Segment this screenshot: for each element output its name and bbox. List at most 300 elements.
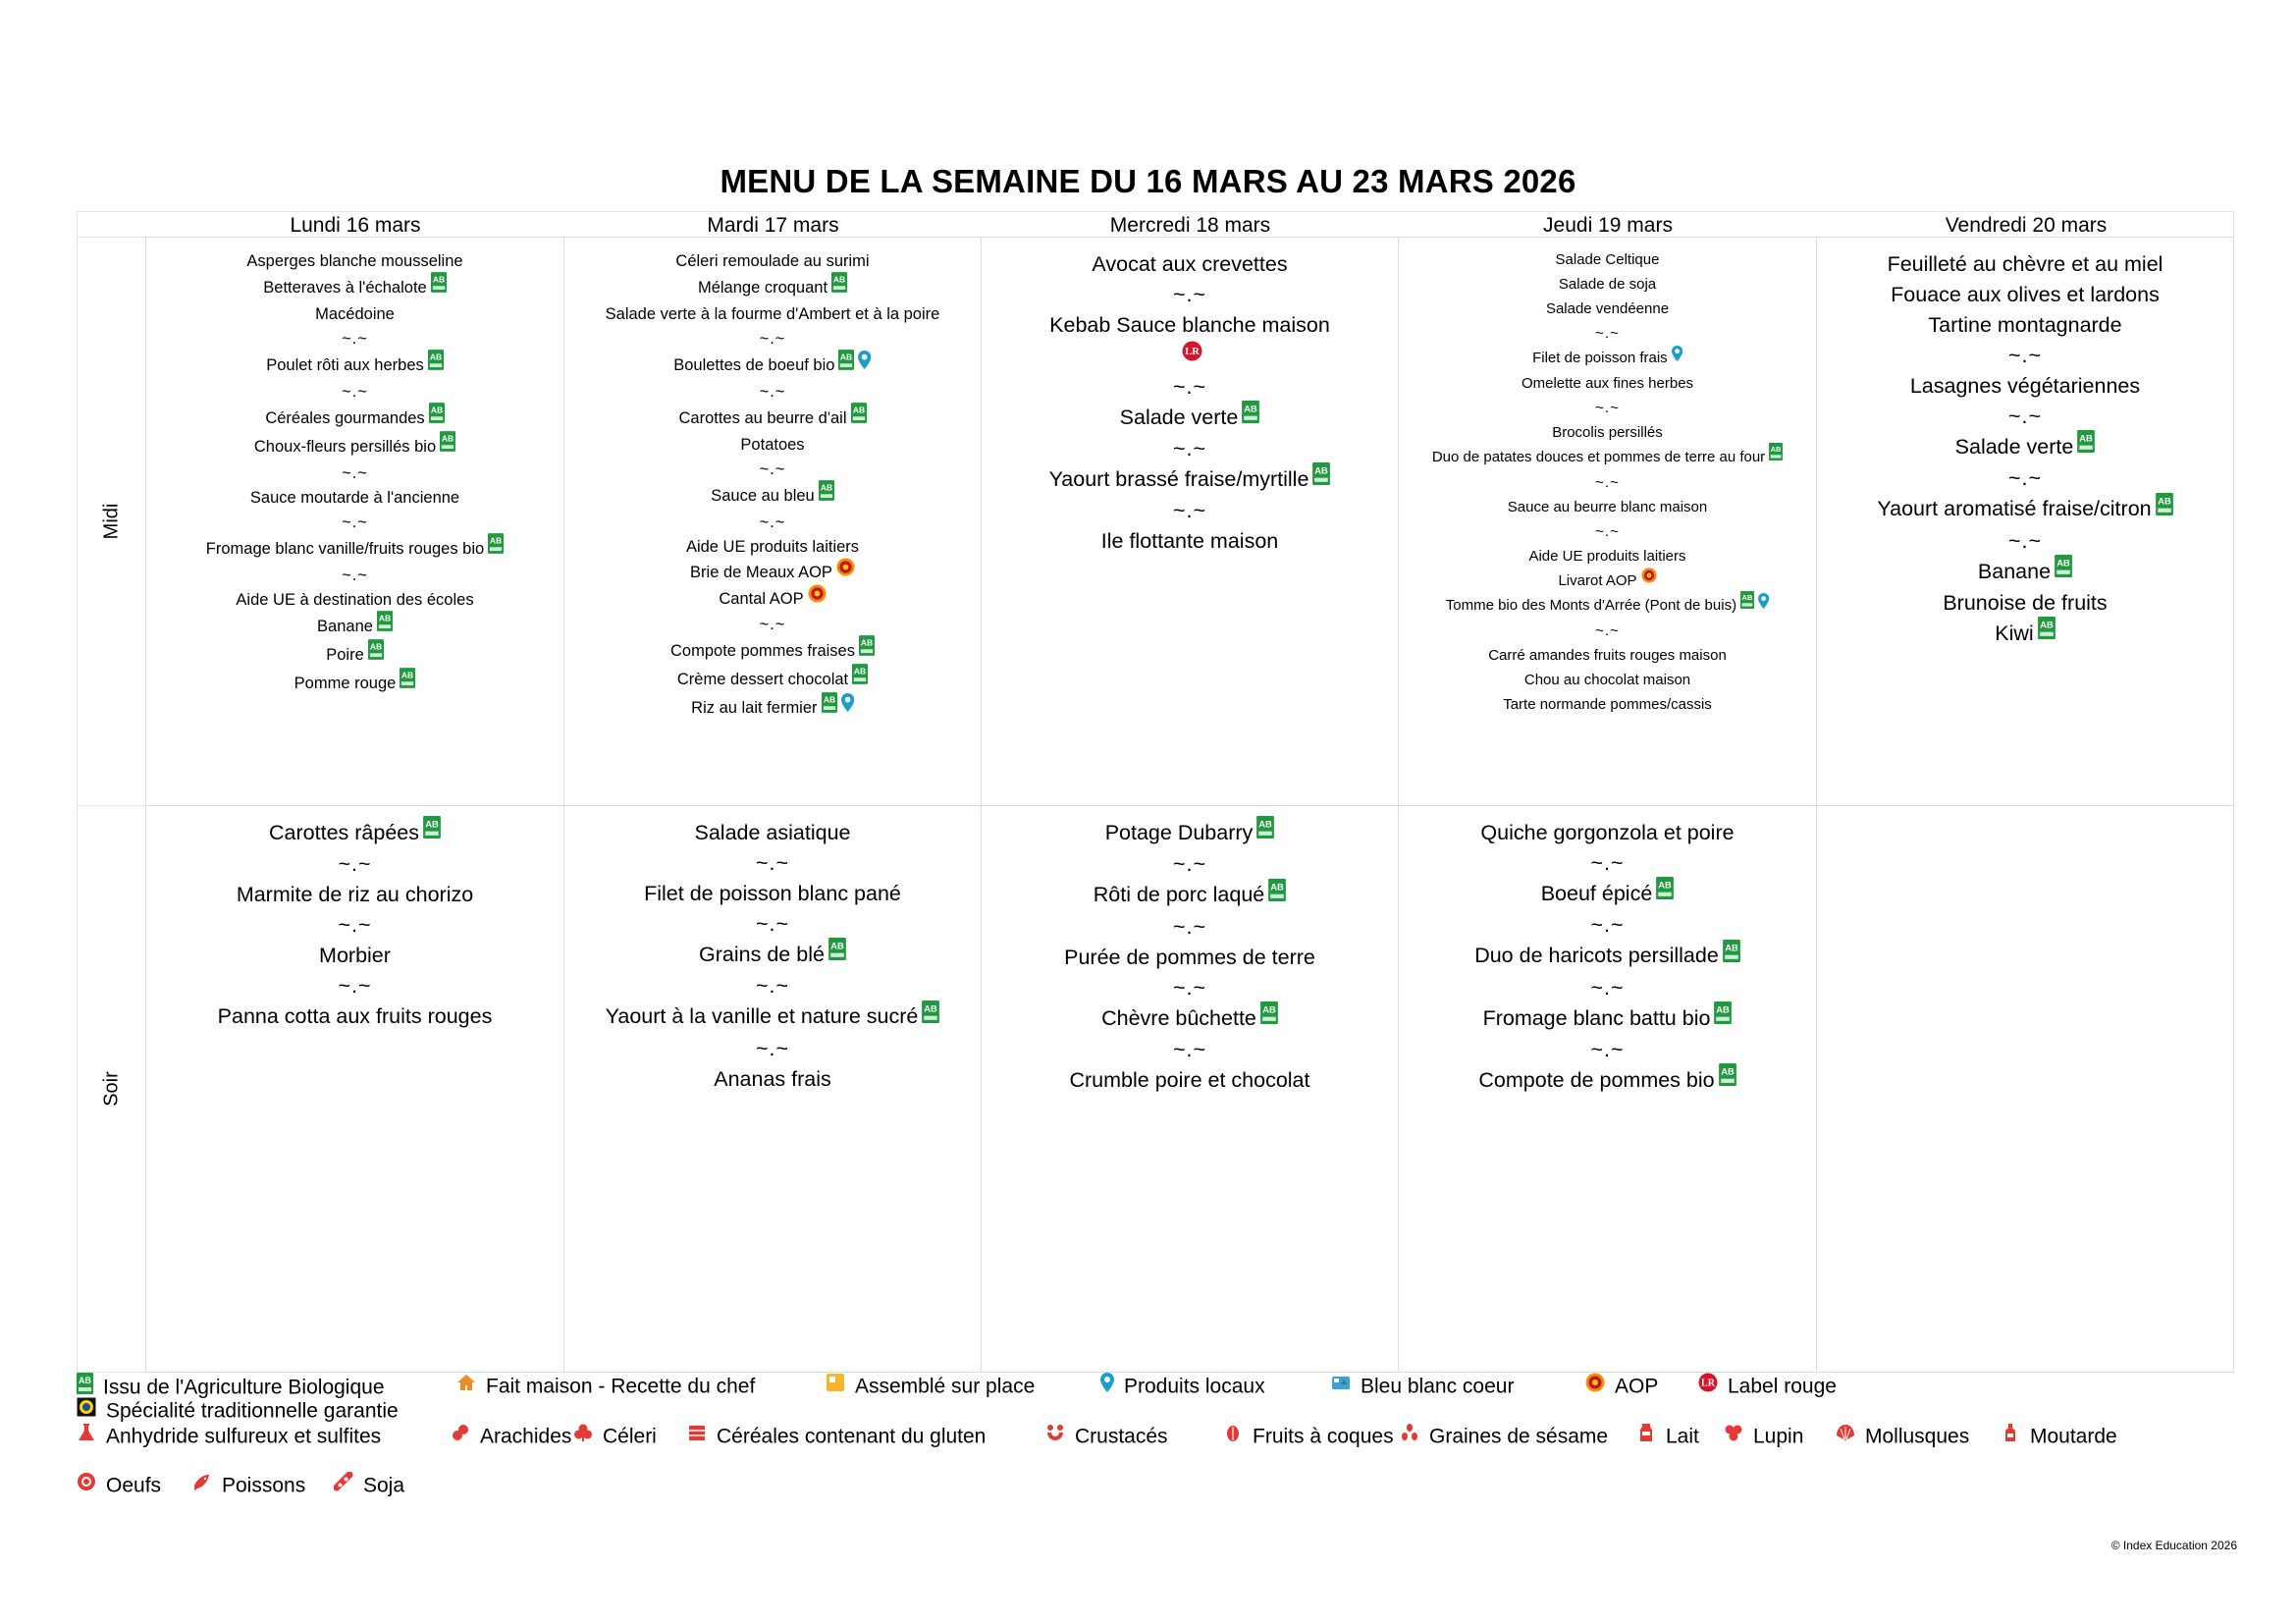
menu-item-text: ~.~	[338, 852, 372, 877]
menu-item	[564, 535, 981, 560]
legend-label: Fruits à coques	[1253, 1425, 1394, 1448]
organic-label-icon	[1719, 1063, 1736, 1095]
menu-item-text: Kebab Sauce blanche maison	[1049, 313, 1330, 337]
legend-label: Produits locaux	[1124, 1375, 1265, 1398]
menu-item	[1399, 818, 1816, 848]
menu-item-text: ~.~	[2007, 344, 2043, 367]
menu-item-text: ~.~	[1595, 325, 1620, 342]
menu-item-text: Rôti de porc laqué	[1093, 883, 1265, 907]
menu-item-text: Poulet rôti aux herbes	[266, 355, 424, 374]
day-header-thursday: Jeudi 19 mars	[1543, 214, 1673, 237]
svg-text:AB: AB	[430, 405, 443, 415]
course-separator	[982, 973, 1398, 1003]
course-separator	[564, 971, 981, 1001]
menu-item-text: ~.~	[759, 383, 786, 401]
menu-item-text: Duo de haricots persillade	[1474, 944, 1719, 968]
legend-label: Anhydride sulfureux et sulfites	[106, 1425, 382, 1448]
menu-item-text: ~.~	[1595, 522, 1620, 540]
legend-label: Label rouge	[1728, 1375, 1837, 1398]
course-separator	[1817, 402, 2233, 432]
course-separator	[1399, 519, 1816, 544]
course-separator	[564, 1034, 981, 1064]
menu-cell-friday-soir	[1816, 805, 2234, 1373]
homemade-house-icon	[456, 1373, 476, 1398]
svg-text:AB: AB	[1741, 593, 1753, 603]
menu-item-text: Sauce au bleu	[711, 486, 815, 505]
legend-item	[1045, 1425, 1168, 1450]
menu-item-text: ~.~	[1590, 975, 1625, 1000]
menu-item	[1399, 941, 1816, 972]
course-separator	[1817, 341, 2233, 371]
menu-item	[1399, 297, 1816, 321]
menu-item-text: ~.~	[1590, 851, 1625, 875]
celery-icon	[573, 1423, 593, 1448]
legend-item	[77, 1399, 399, 1425]
course-separator	[1399, 848, 1816, 879]
menu-item-text: Poire	[326, 645, 364, 664]
legend-allergens-row	[77, 1425, 2236, 1460]
menu-item	[982, 943, 1398, 973]
menu-item-text: ~.~	[338, 974, 372, 999]
legend-item	[456, 1375, 755, 1400]
menu-item	[564, 433, 981, 458]
menu-item	[1399, 420, 1816, 445]
menu-item	[1817, 249, 2233, 280]
svg-text:LR: LR	[1184, 347, 1200, 358]
menu-item-text: Salade verte	[1119, 405, 1239, 429]
local-product-pin-icon	[841, 693, 854, 720]
menu-item	[982, 1065, 1398, 1096]
organic-label-icon	[431, 272, 447, 300]
course-separator	[146, 971, 563, 1001]
menu-item-text: ~.~	[1172, 852, 1207, 877]
menu-item	[564, 818, 981, 848]
svg-text:AB: AB	[1658, 879, 1673, 891]
menu-item-text: Yaourt aromatisé fraise/citron	[1877, 497, 2152, 521]
organic-label-icon	[2156, 493, 2173, 524]
menu-item	[982, 249, 1398, 280]
menu-item	[982, 310, 1398, 372]
menu-item-text: ~.~	[1172, 283, 1207, 306]
legend-item	[77, 1375, 385, 1402]
menu-item-text: Grains de blé	[699, 943, 825, 966]
menu-item-text: Marmite de riz au chorizo	[236, 883, 474, 907]
menu-item-text: Ananas frais	[714, 1066, 831, 1091]
menu-item	[564, 1001, 981, 1033]
menu-item	[146, 613, 563, 641]
menu-item-text: Avocat aux crevettes	[1092, 252, 1288, 276]
legend-label: Lait	[1666, 1425, 1699, 1448]
organic-label-icon	[922, 1001, 939, 1032]
menu-item-text: Filet de poisson frais	[1532, 350, 1668, 366]
organic-label-icon	[852, 664, 868, 692]
organic-label-icon	[838, 350, 854, 378]
menu-item-text: ~.~	[1590, 913, 1625, 938]
menu-cell-wednesday-midi	[981, 237, 1399, 806]
menu-item-text: Riz au lait fermier	[691, 698, 818, 717]
course-separator	[146, 380, 563, 405]
organic-label-icon	[2038, 617, 2056, 648]
menu-item-text: Pomme rouge	[294, 674, 397, 692]
legend-label: Lupin	[1753, 1425, 1804, 1448]
legend-item	[77, 1474, 161, 1499]
menu-item-text: ~.~	[759, 460, 786, 478]
course-separator	[146, 327, 563, 352]
organic-label-icon	[77, 1373, 93, 1400]
svg-text:AB: AB	[2079, 432, 2094, 444]
menu-item	[1817, 494, 2233, 525]
legend-label: Crustacés	[1075, 1425, 1168, 1448]
menu-item	[564, 940, 981, 971]
menu-item	[1399, 568, 1816, 594]
organic-label-icon	[400, 668, 415, 696]
menu-item-text: Banane	[1977, 559, 2052, 583]
legend-item	[1636, 1425, 1699, 1450]
menu-item-text: Chou au chocolat maison	[1523, 672, 1691, 689]
menu-item	[1399, 445, 1816, 470]
menu-item-text: ~.~	[2007, 405, 2043, 428]
menu-item-text: ~.~	[1595, 473, 1620, 491]
menu-item-text: Lasagnes végétariennes	[1909, 374, 2141, 398]
menu-item-text: ~.~	[755, 974, 790, 999]
svg-text:AB: AB	[860, 637, 874, 648]
menu-item-text: Aide UE à destination des écoles	[236, 591, 474, 609]
svg-text:AB: AB	[1262, 1003, 1276, 1015]
course-separator	[1399, 396, 1816, 420]
menu-item-text: ~.~	[1172, 975, 1207, 1000]
menu-item-text: Potage Dubarry	[1104, 821, 1254, 844]
menu-item-text: Crème dessert chocolat	[676, 670, 849, 688]
soy-icon	[334, 1472, 353, 1497]
menu-item	[1817, 310, 2233, 341]
menu-item	[564, 274, 981, 302]
menu-item-text: ~.~	[755, 912, 790, 936]
menu-item	[1399, 544, 1816, 568]
menu-item	[146, 818, 563, 849]
svg-text:AB: AB	[490, 535, 503, 546]
legend-item	[2001, 1425, 2117, 1450]
menu-item-text: ~.~	[1595, 399, 1620, 416]
svg-text:AB: AB	[401, 670, 414, 680]
menu-item-text: ~.~	[2007, 466, 2043, 491]
menu-item-text: Morbier	[319, 944, 391, 968]
menu-item-text: Carré amandes fruits rouges maison	[1488, 647, 1727, 665]
menu-item-text: Duo de patates douces et pommes de terre au four	[1431, 448, 1766, 465]
menu-item-text: ~.~	[1590, 1037, 1625, 1061]
menu-item-text: Compote de pommes bio	[1478, 1067, 1715, 1092]
menu-item-text: Salade asiatique	[694, 821, 851, 844]
menu-item-text: Brunoise de fruits	[1943, 590, 2108, 615]
svg-text:AB: AB	[79, 1376, 91, 1385]
menu-item-text: Mélange croquant	[697, 278, 828, 297]
menu-item-text: Aide UE produits laitiers	[685, 538, 860, 556]
menu-item-text: Banane	[317, 617, 373, 635]
menu-cell-friday-midi	[1816, 237, 2234, 806]
legend-item	[1698, 1375, 1837, 1400]
menu-item	[1399, 593, 1816, 619]
organic-label-icon	[429, 403, 445, 431]
menu-item	[564, 666, 981, 694]
local-product-pin-icon	[1758, 592, 1769, 617]
period-label-midi: Midi	[100, 503, 123, 540]
svg-text:AB: AB	[2157, 495, 2171, 507]
course-separator	[982, 434, 1398, 464]
menu-cell-thursday-midi	[1398, 237, 1817, 806]
menu-item-text: Ile flottante maison	[1100, 529, 1279, 554]
legend-label: Oeufs	[106, 1474, 162, 1497]
menu-item-text: Aide UE produits laitiers	[1528, 547, 1686, 565]
course-separator	[146, 511, 563, 535]
period-soir	[77, 805, 146, 1373]
organic-label-icon	[1260, 1001, 1278, 1033]
menu-item-text: Boulettes de boeuf bio	[673, 355, 835, 374]
menu-item	[146, 352, 563, 380]
menu-item-text: Salade verte	[1954, 435, 2074, 459]
organic-label-icon	[377, 611, 393, 639]
menu-item-text: Brocolis persillés	[1552, 423, 1663, 441]
menu-item-text: ~.~	[338, 913, 372, 938]
organic-label-icon	[1268, 879, 1286, 910]
aop-seal-icon	[836, 558, 855, 584]
menu-item	[1399, 495, 1816, 519]
local-product-pin-icon	[858, 351, 871, 377]
menu-item	[1817, 432, 2233, 463]
tree-nut-icon	[1223, 1423, 1243, 1448]
legend-label: Spécialité traditionnelle garantie	[106, 1399, 399, 1423]
svg-text:AB: AB	[1720, 1065, 1735, 1077]
menu-item	[146, 302, 563, 327]
menu-item-text: ~.~	[2007, 528, 2043, 553]
organic-label-icon	[819, 480, 834, 509]
peanut-icon	[451, 1423, 470, 1448]
aop-seal-icon	[1585, 1373, 1605, 1398]
menu-item-text: Fromage blanc battu bio	[1482, 1005, 1711, 1030]
menu-item-text: Filet de poisson blanc pané	[644, 882, 901, 905]
svg-text:AB: AB	[1770, 444, 1782, 454]
legend-label: Assemblé sur place	[855, 1375, 1036, 1398]
course-separator	[1399, 321, 1816, 346]
menu-item	[146, 405, 563, 433]
legend-label: Soja	[363, 1474, 405, 1497]
legend-item	[1100, 1375, 1265, 1400]
menu-item-text: Boeuf épicé	[1540, 882, 1653, 905]
menu-item	[1817, 371, 2233, 402]
course-separator	[982, 496, 1398, 526]
svg-text:AB: AB	[1716, 1003, 1731, 1015]
legend-label: Issu de l'Agriculture Biologique	[103, 1376, 385, 1399]
menu-item	[1399, 272, 1816, 297]
organic-label-icon	[851, 403, 867, 431]
menu-item	[564, 302, 981, 327]
legend-label: Céréales contenant du gluten	[717, 1425, 987, 1448]
menu-item-text: Compote pommes fraises	[670, 641, 855, 660]
legend-item	[826, 1375, 1035, 1400]
course-separator	[564, 458, 981, 482]
menu-item	[1399, 879, 1816, 910]
course-separator	[982, 372, 1398, 403]
menu-item	[146, 433, 563, 461]
menu-item	[564, 694, 981, 723]
menu-item-text: Cantal AOP	[719, 589, 804, 608]
menu-item	[1399, 1003, 1816, 1035]
menu-cell-tuesday-soir	[563, 805, 982, 1373]
legend-label: Graines de sésame	[1429, 1425, 1609, 1448]
menu-item-text: Omelette aux fines herbes	[1521, 374, 1694, 392]
organic-label-icon	[1312, 462, 1330, 494]
menu-item	[1817, 280, 2233, 310]
legend-item	[451, 1425, 571, 1450]
organic-label-icon	[1769, 443, 1783, 468]
menu-item-text: Céréales gourmandes	[265, 408, 425, 427]
svg-text:AB: AB	[378, 613, 392, 623]
sesame-icon	[1400, 1423, 1419, 1448]
label-rouge-icon	[1698, 1373, 1718, 1398]
menu-item-text: ~.~	[759, 616, 786, 633]
menu-item	[1399, 668, 1816, 692]
menu-item	[564, 249, 981, 274]
legend-item	[1585, 1375, 1658, 1400]
menu-item-text: ~.~	[759, 330, 786, 348]
menu-item-text: ~.~	[755, 851, 790, 875]
label-rouge-icon	[1182, 340, 1202, 370]
menu-item-text: Fromage blanc vanille/fruits rouges bio	[205, 539, 485, 558]
menu-item-text: Crumble poire et chocolat	[1069, 1067, 1310, 1092]
menu-item-text: ~.~	[342, 514, 368, 531]
crustacean-icon	[1045, 1423, 1065, 1448]
svg-text:AB: AB	[1258, 818, 1273, 830]
course-separator	[564, 327, 981, 352]
legend-item	[687, 1425, 986, 1450]
day-header-friday: Vendredi 20 mars	[1945, 214, 2108, 237]
organic-label-icon	[1714, 1001, 1732, 1033]
course-separator	[146, 910, 563, 941]
menu-item-text: Tarte normande pommes/cassis	[1503, 696, 1712, 714]
milk-icon	[1636, 1423, 1656, 1448]
page-title: MENU DE LA SEMAINE DU 16 MARS AU 23 MARS 2026	[720, 163, 1576, 199]
menu-item-text: Carottes râpées	[269, 821, 419, 844]
menu-item	[146, 880, 563, 910]
legend-item	[573, 1425, 657, 1450]
organic-label-icon	[1242, 401, 1259, 432]
course-separator	[1817, 463, 2233, 494]
menu-item	[982, 464, 1398, 496]
menu-item-text: Betteraves à l'échalote	[263, 278, 427, 297]
legend-item	[1724, 1425, 1803, 1450]
legend-allergens-row-2	[77, 1474, 2236, 1509]
svg-text:AB: AB	[1725, 942, 1738, 953]
menu-item-text: Macédoine	[315, 305, 395, 323]
menu-item	[1399, 247, 1816, 272]
legend-item	[1223, 1425, 1394, 1450]
legend-item	[192, 1474, 305, 1499]
menu-item-text: ~.~	[1172, 437, 1207, 461]
svg-text:AB: AB	[1314, 464, 1329, 476]
svg-text:AB: AB	[823, 694, 835, 705]
period-label-soir: Soir	[100, 1071, 123, 1107]
menu-item	[1817, 557, 2233, 588]
aop-seal-icon	[808, 584, 827, 611]
menu-item	[1399, 346, 1816, 371]
organic-label-icon	[440, 431, 455, 460]
menu-item	[1399, 692, 1816, 717]
menu-item-text: Carottes au beurre d'ail	[678, 408, 847, 427]
organic-label-icon	[1723, 940, 1740, 971]
menu-item-text: Salade Celtique	[1555, 251, 1660, 268]
mustard-icon	[2001, 1423, 2020, 1448]
menu-item-text: Sauce moutarde à l'ancienne	[249, 489, 460, 507]
menu-item	[564, 879, 981, 909]
legend-item	[334, 1474, 404, 1499]
menu-item-text: ~.~	[342, 464, 368, 482]
course-separator	[982, 849, 1398, 880]
menu-item	[982, 1003, 1398, 1035]
menu-item-text: ~.~	[759, 514, 786, 531]
course-separator	[1399, 619, 1816, 643]
organic-label-icon	[423, 816, 441, 847]
svg-text:AB: AB	[854, 666, 867, 676]
menu-item	[564, 637, 981, 666]
legend-label: Moutarde	[2030, 1425, 2117, 1448]
organic-label-icon	[1656, 877, 1674, 908]
course-separator	[1399, 1035, 1816, 1065]
organic-label-icon	[828, 938, 846, 969]
course-separator	[564, 613, 981, 637]
svg-text:AB: AB	[1244, 403, 1258, 414]
menu-item-text: Tartine montagnarde	[1928, 313, 2122, 337]
menu-item	[146, 249, 563, 274]
legend-item	[1331, 1375, 1514, 1400]
svg-text:AB: AB	[1270, 881, 1285, 893]
svg-text:AB: AB	[425, 818, 439, 830]
menu-item-text: ~.~	[1172, 499, 1207, 523]
day-header-row	[77, 211, 2234, 237]
menu-item-text: Kiwi	[1995, 621, 2034, 645]
menu-item	[1399, 1065, 1816, 1097]
menu-item-text: Céleri remoulade au surimi	[675, 252, 870, 270]
organic-label-icon	[2077, 430, 2095, 461]
course-separator	[1817, 526, 2233, 557]
aop-seal-icon	[1641, 567, 1657, 591]
menu-item	[146, 1001, 563, 1032]
menu-item	[146, 941, 563, 971]
menu-item-text: Feuilleté au chèvre et au miel	[1887, 252, 2163, 276]
course-separator	[1399, 910, 1816, 941]
bleu-blanc-coeur-icon	[1331, 1373, 1351, 1398]
course-separator	[982, 1035, 1398, 1065]
organic-label-icon	[368, 639, 384, 668]
menu-item	[1399, 371, 1816, 396]
svg-text:AB: AB	[2039, 619, 2054, 630]
organic-label-icon	[1256, 816, 1274, 847]
menu-item	[146, 535, 563, 564]
assembled-on-site-icon	[826, 1373, 845, 1398]
legend-item	[77, 1425, 381, 1450]
period-midi	[77, 237, 146, 806]
legend-label: Mollusques	[1865, 1425, 1970, 1448]
menu-item-text: Salade verte à la fourme d'Ambert et à la poire	[605, 305, 940, 323]
svg-text:AB: AB	[832, 274, 846, 285]
course-separator	[146, 461, 563, 486]
menu-item-text: ~.~	[1595, 622, 1620, 640]
sulphites-icon	[77, 1423, 96, 1448]
course-separator	[982, 912, 1398, 943]
course-separator	[1399, 973, 1816, 1003]
menu-item-text: ~.~	[342, 330, 368, 348]
egg-icon	[77, 1472, 96, 1497]
organic-label-icon	[428, 350, 444, 378]
menu-item-text: Potatoes	[740, 436, 805, 454]
menu-item-text: Panna cotta aux fruits rouges	[217, 1004, 493, 1029]
